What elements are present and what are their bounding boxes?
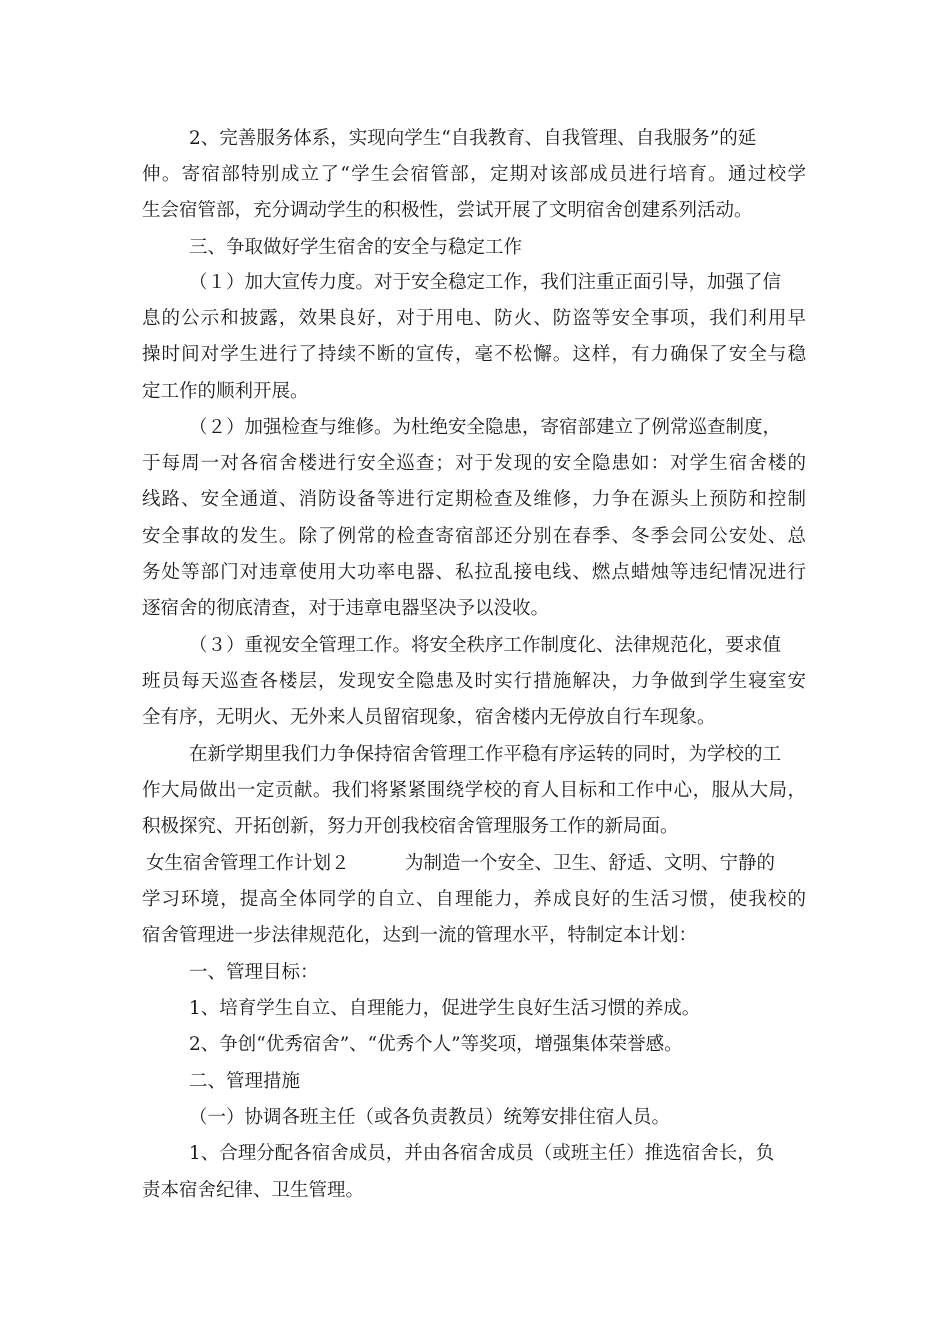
paragraph-line: 操时间对学生进行了持续不断的宣传，毫不松懈。这样，有力确保了安全与稳 xyxy=(142,344,806,365)
list-item: 2、争创“优秀宿舍”、“优秀个人”等奖项，增强集体荣誉感。 xyxy=(189,1034,683,1055)
paragraph-line: 务处等部门对违章使用大功率电器、私拉乱接电线、燃点蜡烛等违纪情况进行 xyxy=(142,562,806,583)
section-heading: 一、管理目标： xyxy=(189,962,319,983)
paragraph-line: 伸。寄宿部特别成立了“学生会宿管部，定期对该部成员进行培育。通过校学 xyxy=(142,164,806,185)
paragraph-line: 责本宿舍纪律、卫生管理。 xyxy=(142,1180,365,1201)
paragraph-line: 全有序，无明火、无外来人员留宿现象，宿舍楼内无停放自行车现象。 xyxy=(142,707,716,728)
paragraph-line: （２）加强检查与维修。为杜绝安全隐患，寄宿部建立了例常巡查制度， xyxy=(189,417,782,438)
list-item: 1、合理分配各宿舍成员，并由各宿舍成员（或班主任）推选宿舍长，负 xyxy=(189,1143,775,1164)
paragraph-line: 积极探究、开拓创新，努力开创我校宿舍管理服务工作的新局面。 xyxy=(142,816,679,837)
paragraph-line: 作大局做出一定贡献。我们将紧紧围绕学校的育人目标和工作中心，服从大局， xyxy=(142,780,806,801)
paragraph-line: 在新学期里我们力争保持宿舍管理工作平稳有序运转的同时，为学校的工 xyxy=(189,744,782,765)
paragraph-line: 2、完善服务体系，实现向学生“自我教育、自我管理、自我服务”的延 xyxy=(189,128,757,149)
paragraph-line: （１）加大宣传力度。对于安全稳定工作，我们注重正面引导，加强了信 xyxy=(189,272,782,293)
paragraph-line: 生会宿管部，充分调动学生的积极性，尝试开展了文明宿舍创建系列活动。 xyxy=(142,200,753,221)
plan-title-line: 女生宿舍管理工作计划２ 为制造一个安全、卫生、舒适、文明、宁静的 xyxy=(146,853,776,874)
paragraph-line: 宿舍管理进一步法律规范化，达到一流的管理水平，特制定本计划： xyxy=(142,925,698,946)
paragraph-line: 于每周一对各宿舍楼进行安全巡查；对于发现的安全隐患如：对学生宿舍楼的 xyxy=(142,453,806,474)
section-heading: 二、管理措施 xyxy=(189,1071,301,1092)
paragraph-line: 定工作的顺利开展。 xyxy=(142,381,309,402)
paragraph-line: 学习环境，提高全体同学的自立、自理能力，养成良好的生活习惯，使我校的 xyxy=(142,889,806,910)
paragraph-line: （３）重视安全管理工作。将安全秩序工作制度化、法律规范化，要求值 xyxy=(189,635,782,656)
list-item: 1、培育学生自立、自理能力，促进学生良好生活习惯的养成。 xyxy=(189,998,701,1019)
section-heading: 三、争取做好学生宿舍的安全与稳定工作 xyxy=(189,237,523,258)
paragraph-line: 线路、安全通道、消防设备等进行定期检查及维修，力争在源头上预防和控制 xyxy=(142,489,806,510)
sub-heading: （一）协调各班主任（或各负责教员）统筹安排住宿人员。 xyxy=(189,1107,671,1128)
paragraph-line: 逐宿舍的彻底清查，对于违章电器坚决予以没收。 xyxy=(142,598,550,619)
paragraph-line: 息的公示和披露，效果良好，对于用电、防火、防盗等安全事项，我们利用早 xyxy=(142,308,806,329)
paragraph-line: 安全事故的发生。除了例常的检查寄宿部还分别在春季、冬季会同公安处、总 xyxy=(142,526,806,547)
paragraph-line: 班员每天巡查各楼层，发现安全隐患及时实行措施解决，力争做到学生寝室安 xyxy=(142,671,806,692)
